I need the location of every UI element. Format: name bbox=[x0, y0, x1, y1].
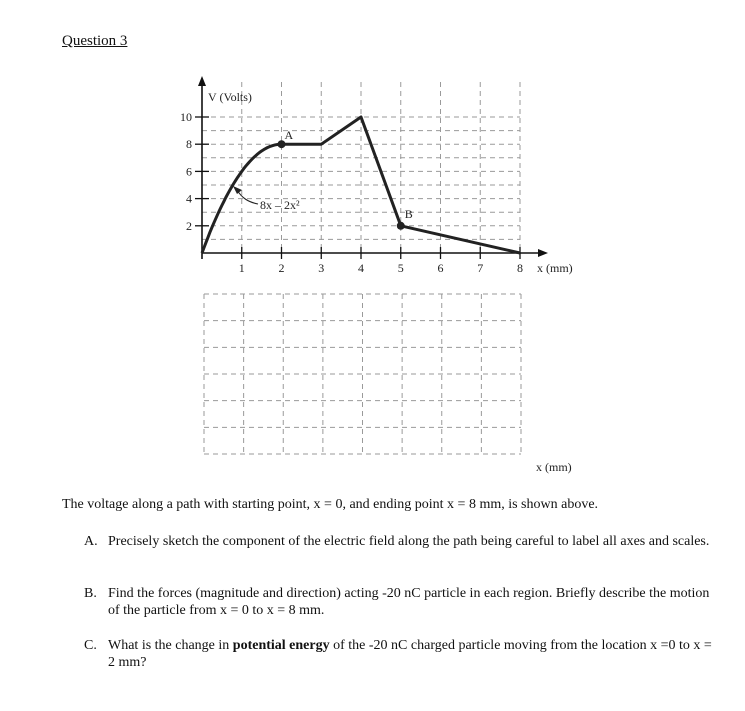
question-a bbox=[84, 533, 714, 550]
voltage-ticks bbox=[180, 110, 523, 275]
x-tick-label: 4 bbox=[358, 261, 364, 275]
x-axis-arrow bbox=[538, 249, 548, 257]
question-b-letter: B. bbox=[84, 586, 97, 601]
question-c-text bbox=[108, 637, 714, 671]
answer-grid bbox=[204, 294, 572, 474]
x-tick-label: 2 bbox=[278, 261, 285, 275]
x-tick-label: 8 bbox=[517, 261, 523, 275]
question-c-post: of the -20 nC charged particle moving from the location x =0 to x = 2 mm? bbox=[108, 638, 712, 670]
y-tick-label: 2 bbox=[186, 218, 192, 233]
y-tick-label: 4 bbox=[186, 191, 192, 206]
question-a-letter: A. bbox=[84, 534, 98, 549]
annotation-arrowhead bbox=[233, 186, 242, 194]
x-tick-label: 6 bbox=[437, 261, 444, 275]
question-c-letter: C. bbox=[84, 638, 97, 653]
question-c bbox=[84, 637, 714, 671]
x-tick-label: 7 bbox=[477, 261, 484, 275]
question-b bbox=[84, 585, 714, 619]
y-tick-label: 8 bbox=[186, 137, 192, 152]
question-heading: Question 3 bbox=[62, 33, 128, 49]
point-b bbox=[397, 222, 405, 230]
point-b-label: B bbox=[404, 206, 413, 221]
answer-grid-x-label: x (mm) bbox=[536, 460, 572, 474]
question-c-pre: What is the change in bbox=[108, 638, 233, 653]
question-c-bold: potential energy bbox=[232, 638, 330, 653]
voltage-labels bbox=[208, 90, 573, 275]
annotation-label: 8x – 2x² bbox=[260, 198, 300, 212]
question-a-text: Precisely sketch the component of the electric field along the path being careful to label all axes and scales. bbox=[108, 534, 710, 549]
x-tick-label: 5 bbox=[397, 261, 404, 275]
y-axis-label: V (Volts) bbox=[208, 90, 252, 104]
intro-text: The voltage along a path with starting point, x = 0, and ending point x = 8 mm, is shown above. bbox=[62, 497, 599, 512]
y-tick-label: 6 bbox=[186, 164, 192, 179]
annotation-arrow-line bbox=[237, 190, 258, 204]
y-axis-arrow bbox=[198, 76, 206, 86]
x-axis-label: x (mm) bbox=[537, 261, 573, 275]
question-b-text: Find the forces (magnitude and direction) acting -20 nC particle in each region. Briefly describe the motion of the particle from x = 0 to x = 8 mm. bbox=[108, 586, 710, 618]
x-tick-label: 3 bbox=[318, 261, 325, 275]
y-tick-label: 10 bbox=[180, 110, 192, 124]
x-tick-label: 1 bbox=[238, 261, 245, 275]
voltage-grid bbox=[202, 82, 520, 253]
point-a-label: A bbox=[284, 128, 294, 143]
